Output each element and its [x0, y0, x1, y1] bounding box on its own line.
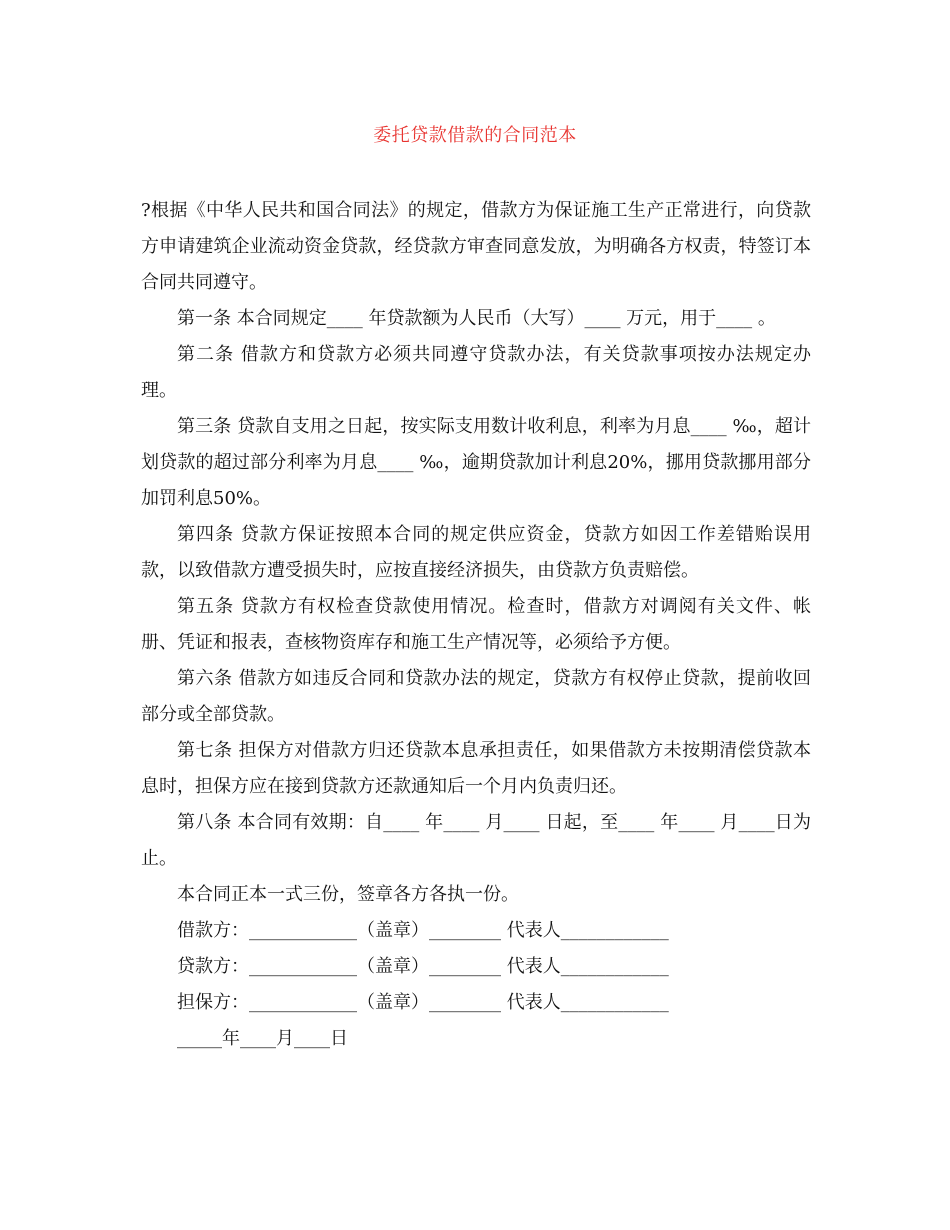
article-7: 第七条 担保方对借款方归还贷款本息承担责任，如果借款方未按期清偿贷款本息时，担保方应在接到贷款方还款通知后一个月内负责归还。 [141, 740, 811, 797]
copies-clause: 本合同正本一式三份，签章各方各执一份。 [177, 884, 519, 905]
article-4: 第四条 贷款方保证按照本合同的规定供应资金，贷款方如因工作差错贻误用款，以致借款方遭受损失时，应按直接经济损失，由贷款方负责赔偿。 [141, 524, 811, 581]
borrower-signature-line: 借款方：____________（盖章）________ 代表人____________ [177, 920, 669, 941]
article-1: 第一条 本合同规定____ 年贷款额为人民币（大写）____ 万元，用于____ 。 [177, 308, 776, 329]
article-2: 第二条 借款方和贷款方必须共同遵守贷款办法，有关贷款事项按办法规定办理。 [141, 344, 811, 401]
guarantor-signature-line: 担保方：____________（盖章）________ 代表人____________ [177, 992, 669, 1013]
article-6: 第六条 借款方如违反合同和贷款办法的规定，贷款方有权停止贷款，提前收回部分或全部贷款。 [141, 668, 811, 725]
date-line: _____年____月____日 [177, 1028, 348, 1049]
article-3: 第三条 贷款自支用之日起，按实际支用数计收利息，利率为月息____ ‰，超计划贷款的超过部分利率为月息____ ‰，逾期贷款加计利息20%，挪用贷款挪用部分加罚利息50%。 [141, 416, 811, 509]
document-body [141, 193, 811, 1057]
lender-signature-line: 贷款方：____________（盖章）________ 代表人____________ [177, 956, 669, 977]
article-5: 第五条 贷款方有权检查贷款使用情况。检查时，借款方对调阅有关文件、帐册、凭证和报表，查核物资库存和施工生产情况等，必须给予方便。 [141, 596, 811, 653]
preamble-paragraph: ?根据《中华人民共和国合同法》的规定，借款方为保证施工生产正常进行，向贷款方申请建筑企业流动资金贷款，经贷款方审查同意发放，为明确各方权责，特签订本合同共同遵守。 [141, 200, 811, 293]
article-8: 第八条 本合同有效期：自____ 年____ 月____ 日起，至____ 年____ 月____日为止。 [141, 812, 811, 869]
document-title: 委托贷款借款的合同范本 [373, 125, 577, 146]
